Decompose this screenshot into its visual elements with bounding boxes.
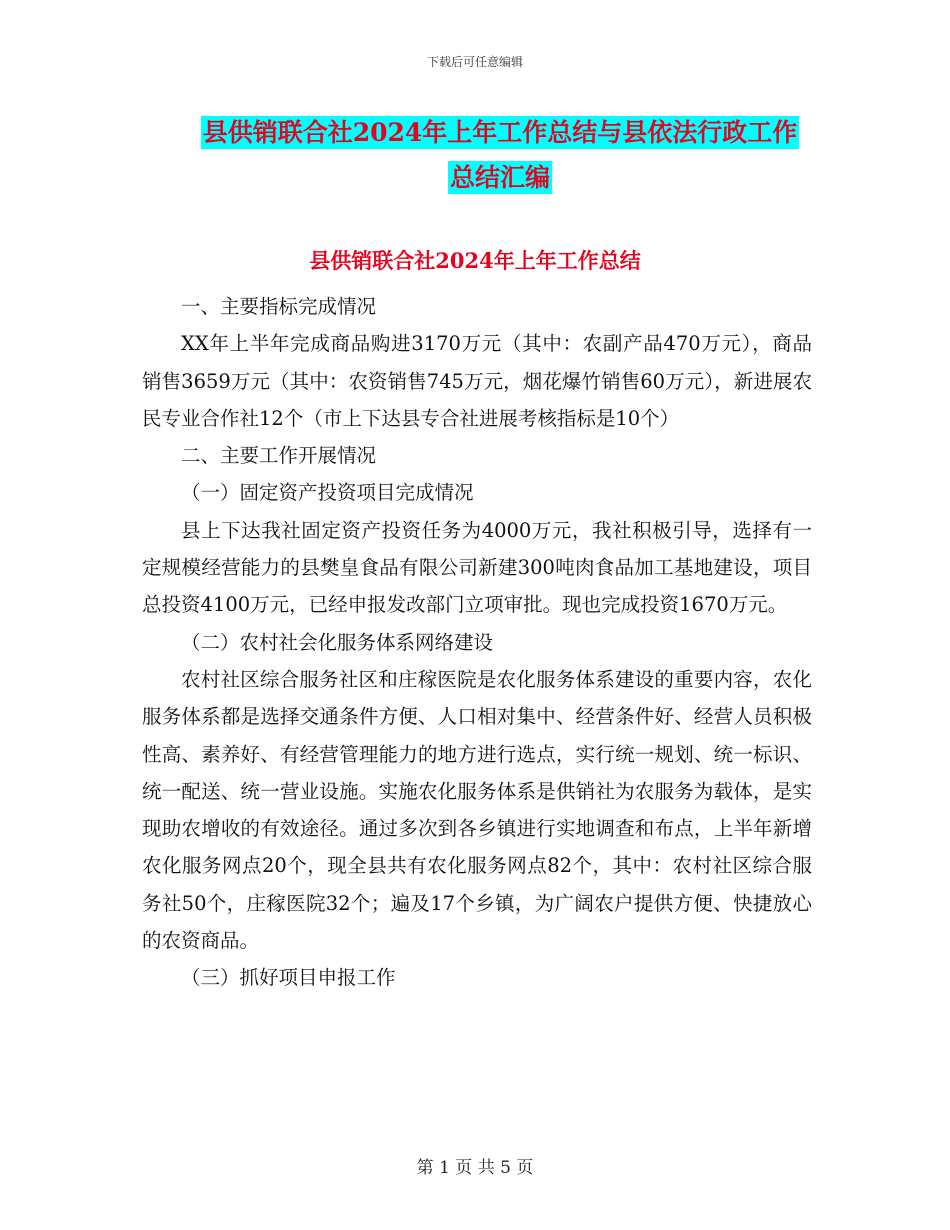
subheading-service-network: （二）农村社会化服务体系网络建设 [181,630,494,654]
subheading-fixed-assets: （一）固定资产投资项目完成情况 [181,481,474,505]
section-title: 县供销联合社2024年上年工作总结 [309,248,641,273]
heading-main-work: 二、主要工作开展情况 [181,444,377,468]
page-footer: 第 1 页 共 5 页 [416,1158,534,1178]
heading-main-indicators: 一、主要指标完成情况 [181,295,377,318]
paragraph-fixed-assets: 县上下达我社固定资产投资任务为4000万元，我社积极引导，选择有一定规模经营能力的县樊皇食品有限公司新建300吨肉食品加工基地建设，项目总投资4100万元，已经申报发改部门立项审批。现也完成投资1670万元。 [142,518,812,617]
subheading-project-application: （三）抓好项目申报工作 [181,966,396,990]
paragraph-service-network: 农村社区综合服务社区和庄稼医院是农化服务体系建设的重要内容，农化服务体系都是选择交通条件方便、人口相对集中、经营条件好、经营人员积极性高、素养好、有经营管理能力的地方进行选点，实行统一规划、统一标识、统一配送、统一营业设施。实施农化服务体系是供销社为农服务为载体，是实现助农增收的有效途径。通过多次到各乡镇进行实地调查和布点，上半年新增农化服务网点20个，现全县共有农化服务网点82个，其中：农村社区综合服务社50个，庄稼医院32个；遍及17个乡镇，为广阔农户提供方便、快捷放心的农资商品。 [142,667,812,953]
paragraph-indicators: XX年上半年完成商品购进3170万元（其中：农副产品470万元），商品销售3659万元（其中：农资销售745万元，烟花爆竹销售60万元），新进展农民专业合作社12个（市上下达县专合社进展考核指标是10个） [142,332,812,430]
document-title [130,110,870,200]
title-line-1: 县供销联合社2024年上年工作总结与县依法行政工作 [202,118,798,147]
header-note: 下载后可任意编辑 [426,55,523,69]
title-line-2: 总结汇编 [449,163,550,192]
body-text [142,288,812,997]
